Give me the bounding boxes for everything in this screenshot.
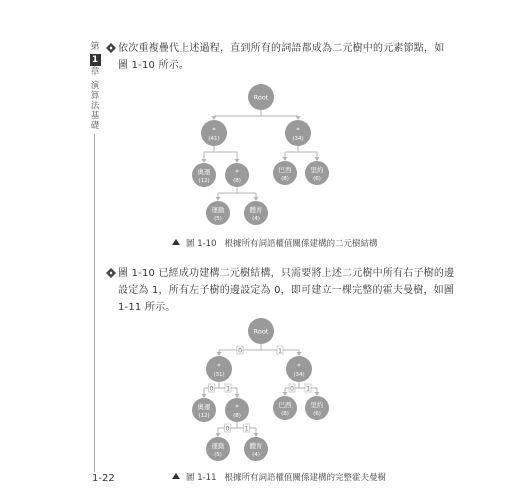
arrow-head-icon: [216, 433, 221, 437]
arrow-head-icon: [297, 352, 302, 356]
node-label: 奧運: [197, 403, 211, 411]
node-weight: (8): [281, 176, 289, 182]
node-weight: (6): [313, 176, 321, 182]
chapter-number: 1: [90, 54, 101, 66]
node-weight: (4): [252, 452, 260, 458]
edge-label-0: 0: [290, 385, 294, 393]
edge-label-1: 1: [278, 347, 282, 355]
tree-edge: [219, 344, 299, 353]
paragraph-line: 圖 1-10 所示。: [118, 60, 190, 71]
chapter-title: 演算法基礎: [90, 81, 100, 131]
node-label: *: [235, 403, 239, 411]
tree-edge: [218, 422, 256, 434]
arrow-head-icon: [217, 352, 222, 356]
node-label: 運動: [211, 206, 225, 214]
node-label: *: [212, 126, 216, 134]
paragraph-line: 依次重複疊代上述過程，直到所有的詞語都成為二元樹中的元素節點，如: [118, 43, 445, 54]
caption-text: 根據所有詞語權值關係建構的完整霍夫曼樹: [224, 473, 387, 483]
tree-edge: [214, 110, 298, 117]
node-weight: (12): [198, 413, 210, 419]
node-weight: (5): [214, 216, 222, 222]
edge-label-1: 1: [226, 385, 230, 393]
node-label: 體育: [249, 206, 263, 214]
node-label: *: [297, 362, 301, 370]
node-weight: (34): [293, 372, 305, 378]
node-label: *: [217, 362, 221, 370]
arrow-head-icon: [254, 433, 259, 437]
chapter-suffix: 章: [90, 67, 100, 77]
arrow-head-icon: [283, 157, 288, 161]
paragraph-2: [118, 265, 454, 316]
tree-edge: [218, 187, 256, 198]
node-weight: (8): [233, 413, 241, 419]
figure-1-10-caption: [172, 237, 378, 249]
node-weight: (4): [252, 216, 260, 222]
node-weight: (8): [281, 411, 289, 417]
caption-label: 圖 1-10: [186, 239, 217, 249]
node-weight: (12): [198, 178, 210, 184]
edge-label-0: 0: [238, 347, 242, 355]
arrow-head-icon: [254, 197, 259, 201]
edge-label-0: 0: [209, 385, 214, 393]
arrow-head-icon: [315, 157, 320, 161]
diamond-bullet-icon: [106, 268, 116, 278]
arrow-head-icon: [202, 159, 207, 163]
paragraph-line: 1-11 所示。: [118, 302, 176, 313]
node-weight: (41): [208, 136, 220, 142]
arrow-head-icon: [212, 116, 217, 120]
page-number: 1-22: [92, 473, 115, 484]
caption-label: 圖 1-11: [186, 473, 217, 483]
node-label: 里約: [310, 166, 324, 174]
arrow-head-icon: [202, 394, 207, 398]
arrow-head-icon: [216, 197, 221, 201]
edge-label-1: 1: [244, 425, 249, 433]
node-weight: (34): [292, 136, 304, 142]
figure-1-11-caption: [172, 471, 386, 483]
tree-edge: [285, 146, 317, 158]
node-label: 奧運: [197, 168, 211, 176]
paragraph-line: 設定為 1，所有左子樹的邊設定為 0，即可建立一棵完整的霍夫曼樹，如圖: [118, 285, 455, 296]
arrow-head-icon: [283, 392, 288, 396]
arrow-head-icon: [235, 394, 240, 398]
arrow-head-icon: [315, 392, 320, 396]
caption-triangle-icon: [172, 239, 180, 245]
node-label: Root: [253, 93, 269, 102]
arrow-head-icon: [235, 159, 240, 163]
node-label: 巴西: [278, 401, 292, 409]
caption-triangle-icon: [172, 473, 180, 479]
edge-label-1: 1: [306, 385, 310, 393]
chapter-prefix: 第: [90, 42, 100, 52]
node-weight: (6): [313, 411, 321, 417]
tree-edge: [204, 146, 237, 160]
node-weight: (5): [214, 452, 222, 458]
node-weight: (8): [233, 178, 241, 184]
paragraph-line: 圖 1-10 已經成功建構二元樹結構，只需要將上述二元樹中所有右子樹的邊: [118, 268, 455, 279]
edge-label-0: 0: [225, 425, 230, 433]
node-label: 體育: [249, 442, 263, 450]
node-label: 巴西: [278, 166, 292, 174]
node-weight: (31): [213, 372, 225, 378]
caption-text: 根據所有詞語權值關係建構的二元樹結構: [224, 239, 378, 249]
node-label: 里約: [310, 401, 324, 409]
node-label: *: [235, 168, 239, 176]
node-label: Root: [253, 327, 269, 336]
node-label: 運動: [211, 442, 225, 450]
arrow-head-icon: [296, 116, 301, 120]
node-label: *: [296, 126, 300, 134]
